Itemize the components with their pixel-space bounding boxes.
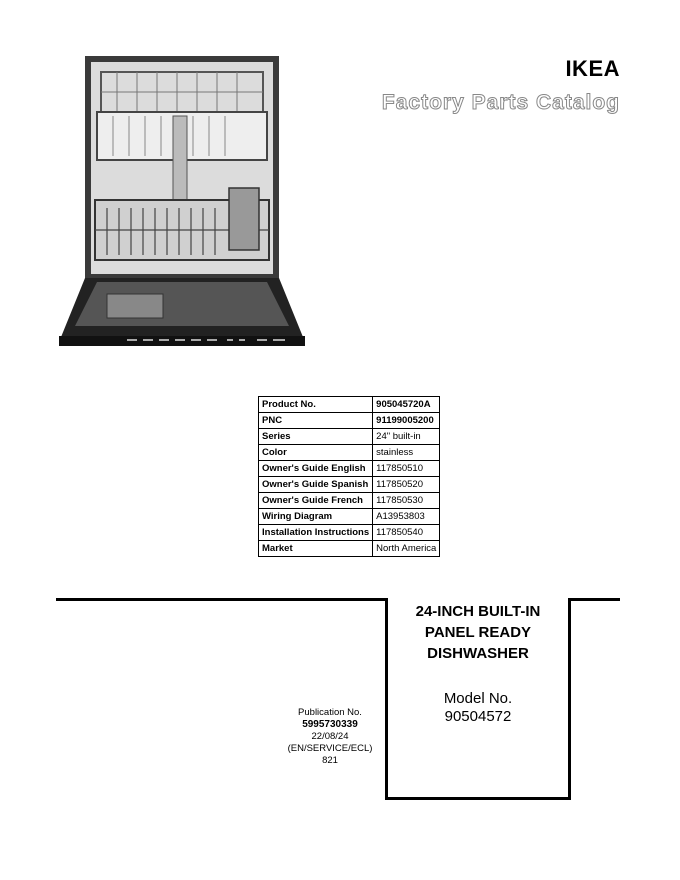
product-title-block — [386, 600, 570, 726]
spec-label: Owner's Guide English — [259, 461, 373, 477]
table-row — [259, 429, 440, 445]
brand-logo: IKEA — [565, 56, 620, 81]
table-row — [259, 445, 440, 461]
spec-label: Wiring Diagram — [259, 509, 373, 525]
spec-label: Color — [259, 445, 373, 461]
spec-label: Owner's Guide French — [259, 493, 373, 509]
publication-info — [280, 707, 380, 767]
table-row — [259, 397, 440, 413]
table-row — [259, 493, 440, 509]
publication-code: (EN/SERVICE/ECL) — [287, 743, 373, 754]
catalog-title: Factory Parts Catalog — [381, 91, 620, 114]
spec-label: Product No. — [259, 397, 373, 413]
publication-date: 22/08/24 — [311, 731, 349, 742]
spec-value: stainless — [373, 445, 440, 461]
product-title-line1: 24-INCH BUILT-IN — [415, 603, 541, 620]
table-row — [259, 461, 440, 477]
dishwasher-image — [57, 50, 307, 350]
divider-left — [56, 598, 388, 601]
spec-value: 117850530 — [373, 493, 440, 509]
table-row — [259, 541, 440, 557]
spec-label: Market — [259, 541, 373, 557]
product-title-line2: PANEL READY — [424, 624, 532, 641]
spec-label: Series — [259, 429, 373, 445]
spec-value: 24" built-in — [373, 429, 440, 445]
publication-suffix: 821 — [322, 755, 338, 766]
spec-value: 117850540 — [373, 525, 440, 541]
table-row — [259, 509, 440, 525]
divider-right — [568, 598, 620, 601]
spec-value: North America — [373, 541, 440, 557]
spec-label: Owner's Guide Spanish — [259, 477, 373, 493]
spec-value: A13953803 — [373, 509, 440, 525]
table-row — [259, 525, 440, 541]
model-label: Model No. — [443, 690, 513, 707]
frame-bottom — [385, 797, 571, 800]
spec-label: PNC — [259, 413, 373, 429]
table-row — [259, 477, 440, 493]
spec-value: 117850510 — [373, 461, 440, 477]
publication-label: Publication No. — [298, 707, 362, 718]
spec-value: 117850520 — [373, 477, 440, 493]
spec-value: 91199005200 — [373, 413, 440, 429]
table-row — [259, 413, 440, 429]
product-title-line3: DISHWASHER — [427, 645, 529, 662]
spec-value: 905045720A — [373, 397, 440, 413]
model-number: 90504572 — [444, 708, 512, 725]
spec-table — [258, 396, 440, 557]
publication-number: 5995730339 — [302, 719, 358, 730]
spec-label: Installation Instructions — [259, 525, 373, 541]
